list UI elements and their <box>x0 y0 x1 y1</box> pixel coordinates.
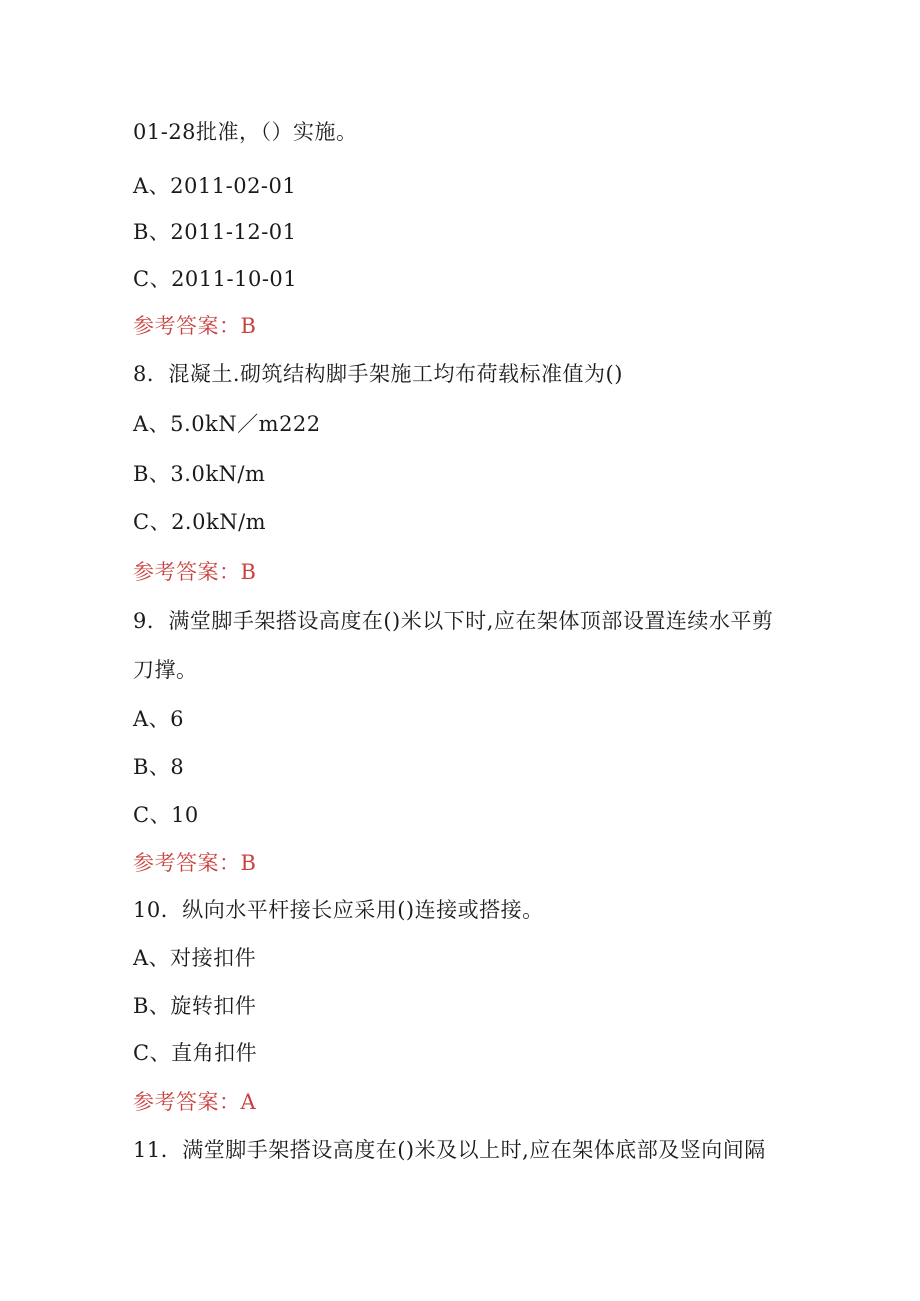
q9-option-b: B、8 <box>133 755 185 779</box>
q9-option-a: A、6 <box>133 707 185 731</box>
q10-option-c: C、直角扣件 <box>133 1041 258 1065</box>
q7-option-c: C、2011-10-01 <box>133 267 298 291</box>
q9-option-c: C、10 <box>133 803 199 827</box>
question-11: 11．满堂脚手架搭设高度在()米及以上时,应在架体底部及竖向间隔 <box>133 1138 766 1162</box>
q7-option-b: B、2011-12-01 <box>133 220 297 244</box>
question-9-line-2: 刀撑。 <box>133 658 198 682</box>
question-9-line-1: 9．满堂脚手架搭设高度在()米以下时,应在架体顶部设置连续水平剪 <box>133 609 774 633</box>
q10-option-a: A、对接扣件 <box>133 946 257 970</box>
q8-option-a: A、5.0kN／m222 <box>133 412 321 436</box>
question-10: 10．纵向水平杆接长应采用()连接或搭接。 <box>133 898 544 922</box>
question-8: 8．混凝土.砌筑结构脚手架施工均布荷载标准值为() <box>133 362 623 386</box>
q9-answer: 参考答案：B <box>133 851 257 875</box>
q8-option-b: B、3.0kN/m <box>133 462 266 486</box>
q8-answer: 参考答案：B <box>133 560 257 584</box>
question-7-continuation: 01-28批准，（）实施。 <box>133 120 358 144</box>
q7-answer: 参考答案：B <box>133 314 257 338</box>
q10-answer: 参考答案：A <box>133 1090 257 1114</box>
q10-option-b: B、旋转扣件 <box>133 994 257 1018</box>
q7-option-a: A、2011-02-01 <box>133 174 297 198</box>
q8-option-c: C、2.0kN/m <box>133 510 267 534</box>
